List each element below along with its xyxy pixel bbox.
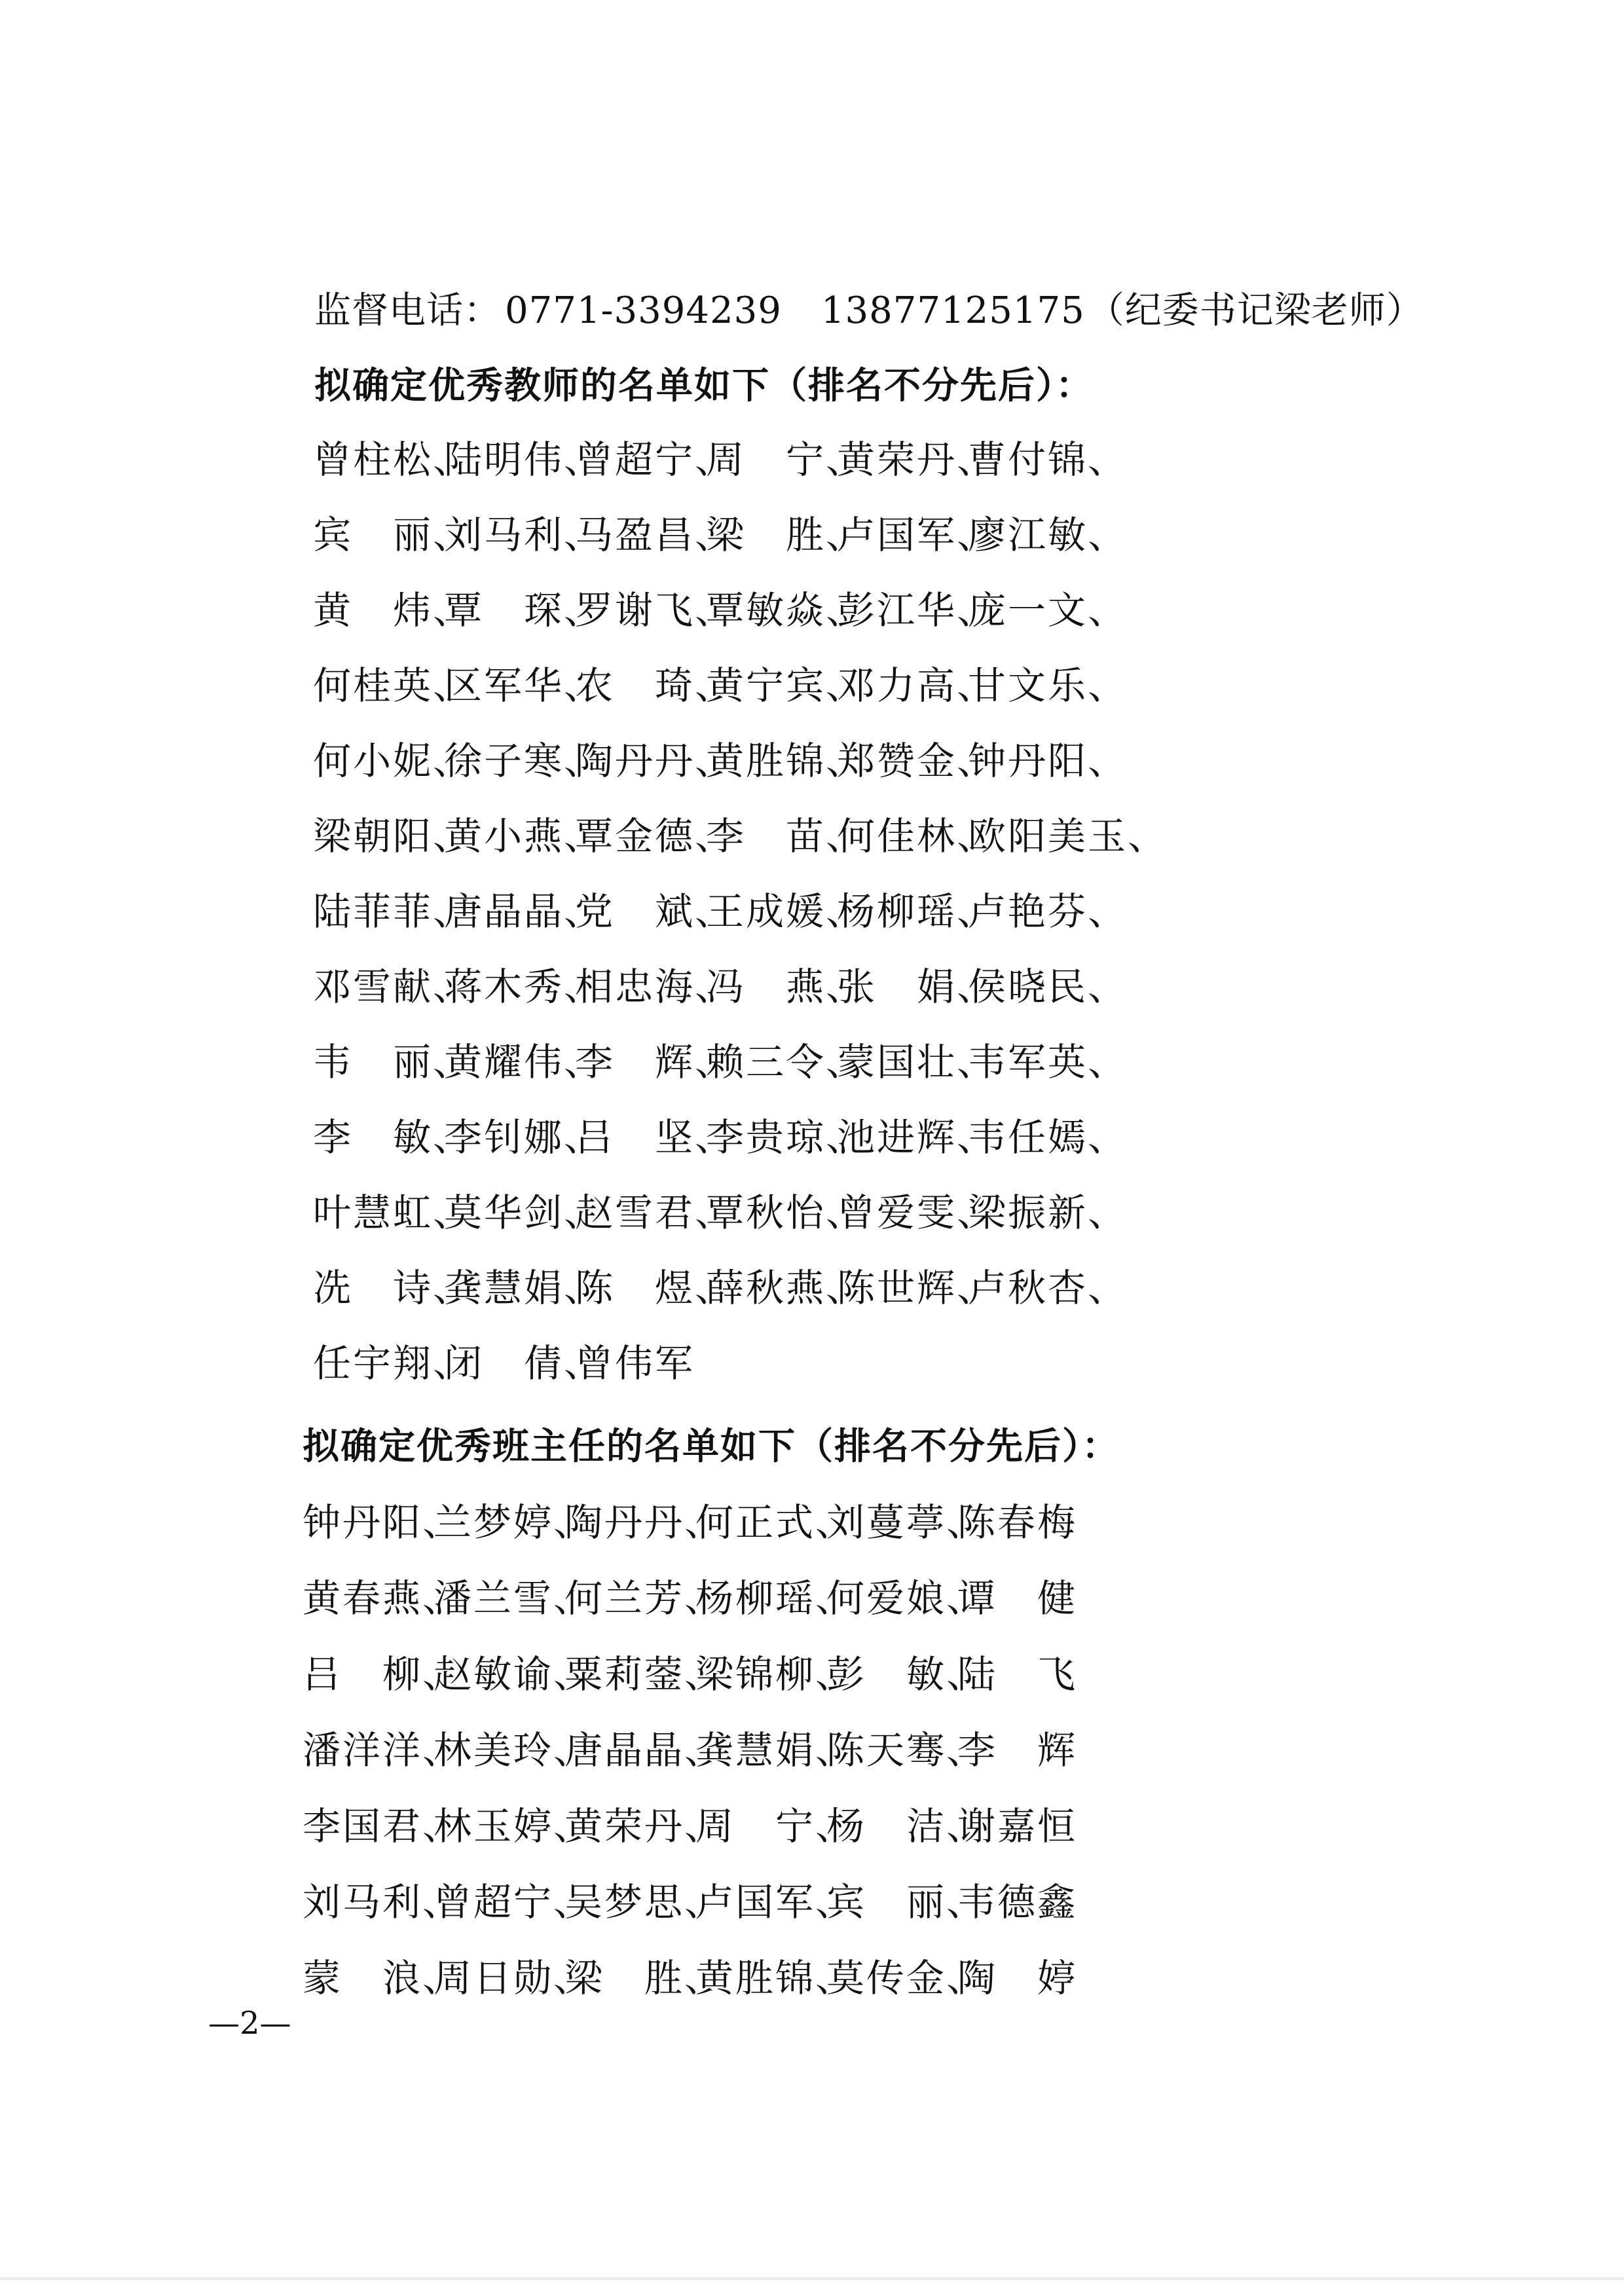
headteacher-name: 陆 飞 xyxy=(957,1652,1078,1697)
headteacher-name: 何兰芳、 xyxy=(564,1576,725,1621)
teacher-name: 梁 胜、 xyxy=(706,513,866,557)
headteacher-name-row xyxy=(303,1648,1088,1724)
teacher-name: 覃金德、 xyxy=(575,814,735,858)
headteacher-name: 刘蔓葶、 xyxy=(826,1500,987,1545)
teacher-name: 农 琦、 xyxy=(575,663,735,708)
headteacher-name: 赵敏谕、 xyxy=(434,1652,594,1697)
teacher-name: 梁振新、 xyxy=(968,1190,1128,1235)
teacher-name: 卢艳芬、 xyxy=(968,889,1128,934)
page-number: —2— xyxy=(208,2005,291,2042)
headteacher-name-row xyxy=(303,1496,1088,1572)
teacher-name: 吕 坚、 xyxy=(575,1115,735,1160)
teacher-name: 黄荣丹、 xyxy=(837,437,997,482)
teacher-name: 陈世辉、 xyxy=(837,1266,997,1310)
teacher-name: 陆明伟、 xyxy=(444,437,604,482)
teacher-name: 池进辉、 xyxy=(837,1115,997,1160)
teacher-name: 钟丹阳、 xyxy=(968,739,1128,783)
teacher-name: 曹付锦、 xyxy=(968,437,1128,482)
teacher-name: 韦军英、 xyxy=(968,1040,1128,1084)
teacher-name: 曾柱松、 xyxy=(313,437,473,482)
teacher-name: 彭江华、 xyxy=(837,588,997,633)
headteacher-name: 吴梦思、 xyxy=(564,1880,725,1924)
headteacher-name: 刘马利、 xyxy=(303,1880,463,1924)
headteacher-name: 杨 洁、 xyxy=(826,1804,987,1848)
teacher-name: 甘文乐、 xyxy=(968,663,1128,708)
teacher-name: 李 辉、 xyxy=(575,1040,735,1084)
teacher-name: 宾 丽、 xyxy=(313,513,473,557)
teacher-name: 蒋木秀、 xyxy=(444,964,604,1009)
headteacher-name: 李 辉 xyxy=(957,1728,1078,1772)
teacher-name: 唐晶晶、 xyxy=(444,889,604,934)
teacher-name: 赖三令、 xyxy=(706,1040,866,1084)
headteacher-name: 李国君、 xyxy=(303,1804,463,1848)
teacher-name: 陶丹丹、 xyxy=(575,739,735,783)
teacher-name-row xyxy=(313,1262,1168,1337)
headteacher-name: 陈天骞、 xyxy=(826,1728,987,1772)
teacher-name: 区军华、 xyxy=(444,663,604,708)
teacher-name: 刘马利、 xyxy=(444,513,604,557)
teacher-name: 欧阳美玉、 xyxy=(968,814,1168,858)
teacher-name: 邓雪献、 xyxy=(313,964,473,1009)
teacher-name: 邓力高、 xyxy=(837,663,997,708)
headteacher-name: 谭 健 xyxy=(957,1576,1078,1621)
teacher-name-row xyxy=(313,735,1168,810)
teacher-name: 曾伟军 xyxy=(575,1341,695,1386)
headteacher-name: 粟莉蓥、 xyxy=(564,1652,725,1697)
teacher-name-row xyxy=(313,1111,1168,1186)
headteacher-name: 黄春燕、 xyxy=(303,1576,463,1621)
teacher-name: 庞一文、 xyxy=(968,588,1128,633)
teacher-name: 李 苗、 xyxy=(706,814,866,858)
excellent-teachers-heading: 拟确定优秀教师的名单如下（排名不分先后）： xyxy=(314,365,1094,407)
teacher-name: 韦 丽、 xyxy=(313,1040,473,1084)
headteacher-name: 黄胜锦、 xyxy=(695,1956,856,2000)
headteacher-name: 韦德鑫 xyxy=(957,1880,1078,1924)
supervision-phone-line xyxy=(314,285,1424,337)
headteacher-name: 曾超宁、 xyxy=(434,1880,594,1924)
teacher-name-row xyxy=(313,584,1168,659)
headteacher-name-row xyxy=(303,1876,1088,1952)
teacher-name: 黄耀伟、 xyxy=(444,1040,604,1084)
excellent-teachers-list xyxy=(313,433,1168,1412)
teacher-name: 梁朝阳、 xyxy=(313,814,473,858)
supervision-phone-mobile: 13877125175 xyxy=(821,289,1085,332)
teacher-name: 覃敏焱、 xyxy=(706,588,866,633)
headteacher-name: 兰梦婷、 xyxy=(434,1500,594,1545)
teacher-name: 卢国军、 xyxy=(837,513,997,557)
scan-edge-divider xyxy=(0,2277,1624,2280)
teacher-name-row xyxy=(313,1337,1168,1412)
teacher-name: 马盈昌、 xyxy=(575,513,735,557)
headteacher-name: 龚慧娟、 xyxy=(695,1728,856,1772)
teacher-name: 黄宁宾、 xyxy=(706,663,866,708)
teacher-name: 冯 燕、 xyxy=(706,964,866,1009)
supervision-phone-landline: 0771-3394239 xyxy=(505,289,782,332)
teacher-name: 何桂英、 xyxy=(313,663,473,708)
teacher-name: 薛秋燕、 xyxy=(706,1266,866,1310)
teacher-name: 廖江敏、 xyxy=(968,513,1128,557)
headteacher-name: 陈春梅 xyxy=(957,1500,1078,1545)
teacher-name: 何佳林、 xyxy=(837,814,997,858)
headteacher-name: 宾 丽、 xyxy=(826,1880,987,1924)
headteacher-name: 周 宁、 xyxy=(695,1804,856,1848)
teacher-name: 叶慧虹、 xyxy=(313,1190,473,1235)
teacher-name: 曾超宁、 xyxy=(575,437,735,482)
headteacher-name: 杨柳瑶、 xyxy=(695,1576,856,1621)
teacher-name-row xyxy=(313,1036,1168,1111)
headteacher-name: 谢嘉恒 xyxy=(957,1804,1078,1848)
headteacher-name: 陶 婷 xyxy=(957,1956,1078,2000)
teacher-name: 覃秋怡、 xyxy=(706,1190,866,1235)
headteacher-name: 梁锦柳、 xyxy=(695,1652,856,1697)
teacher-name: 黄小燕、 xyxy=(444,814,604,858)
excellent-headteachers-list xyxy=(303,1496,1088,2028)
headteacher-name: 吕 柳、 xyxy=(303,1652,463,1697)
supervision-label: 监督电话： xyxy=(314,289,501,332)
teacher-name: 相忠海、 xyxy=(575,964,735,1009)
teacher-name: 陈 煜、 xyxy=(575,1266,735,1310)
teacher-name: 任宇翔、 xyxy=(313,1341,473,1386)
excellent-headteachers-heading: 拟确定优秀班主任的名单如下（排名不分先后）： xyxy=(303,1425,1120,1468)
teacher-name: 侯晓民、 xyxy=(968,964,1128,1009)
teacher-name-row xyxy=(313,509,1168,584)
teacher-name: 韦任嫣、 xyxy=(968,1115,1128,1160)
teacher-name: 周 宁、 xyxy=(706,437,866,482)
teacher-name-row xyxy=(313,1186,1168,1262)
teacher-name-row xyxy=(313,961,1168,1036)
teacher-name: 莫华剑、 xyxy=(444,1190,604,1235)
headteacher-name: 何正式、 xyxy=(695,1500,856,1545)
teacher-name: 李贵琼、 xyxy=(706,1115,866,1160)
teacher-name: 冼 诗、 xyxy=(313,1266,473,1310)
teacher-name-row xyxy=(313,810,1168,885)
headteacher-name: 何爱娘、 xyxy=(826,1576,987,1621)
teacher-name: 党 斌、 xyxy=(575,889,735,934)
teacher-name: 杨柳瑶、 xyxy=(837,889,997,934)
headteacher-name-row xyxy=(303,1800,1088,1876)
teacher-name: 闭 倩、 xyxy=(444,1341,604,1386)
teacher-name: 李钊娜、 xyxy=(444,1115,604,1160)
teacher-name: 郑赞金、 xyxy=(837,739,997,783)
teacher-name: 王成媛、 xyxy=(706,889,866,934)
headteacher-name: 黄荣丹、 xyxy=(564,1804,725,1848)
headteacher-name: 潘兰雪、 xyxy=(434,1576,594,1621)
headteacher-name: 钟丹阳、 xyxy=(303,1500,463,1545)
headteacher-name: 林美玲、 xyxy=(434,1728,594,1772)
headteacher-name: 陶丹丹、 xyxy=(564,1500,725,1545)
teacher-name: 赵雪君、 xyxy=(575,1190,735,1235)
headteacher-name: 蒙 浪、 xyxy=(303,1956,463,2000)
headteacher-name: 潘洋洋、 xyxy=(303,1728,463,1772)
teacher-name-row xyxy=(313,885,1168,961)
headteacher-name-row xyxy=(303,1724,1088,1800)
teacher-name-row xyxy=(313,433,1168,509)
teacher-name: 陆菲菲、 xyxy=(313,889,473,934)
headteacher-name-row xyxy=(303,1572,1088,1648)
teacher-name: 罗谢飞、 xyxy=(575,588,735,633)
teacher-name: 张 娟、 xyxy=(837,964,997,1009)
teacher-name: 曾爱雯、 xyxy=(837,1190,997,1235)
teacher-name: 徐子寒、 xyxy=(444,739,604,783)
teacher-name: 覃 琛、 xyxy=(444,588,604,633)
teacher-name: 卢秋杏、 xyxy=(968,1266,1128,1310)
teacher-name: 黄 炜、 xyxy=(313,588,473,633)
teacher-name-row xyxy=(313,659,1168,735)
teacher-name: 龚慧娟、 xyxy=(444,1266,604,1310)
headteacher-name: 梁 胜、 xyxy=(564,1956,725,2000)
headteacher-name: 唐晶晶、 xyxy=(564,1728,725,1772)
supervision-contact-note: （纪委书记梁老师） xyxy=(1087,289,1424,332)
headteacher-name: 卢国军、 xyxy=(695,1880,856,1924)
teacher-name: 何小妮、 xyxy=(313,739,473,783)
headteacher-name-row xyxy=(303,1952,1088,2028)
headteacher-name: 彭 敏、 xyxy=(826,1652,987,1697)
headteacher-name: 莫传金、 xyxy=(826,1956,987,2000)
headteacher-name: 周日勋、 xyxy=(434,1956,594,2000)
teacher-name: 黄胜锦、 xyxy=(706,739,866,783)
teacher-name: 蒙国壮、 xyxy=(837,1040,997,1084)
teacher-name: 李 敏、 xyxy=(313,1115,473,1160)
headteacher-name: 林玉婷、 xyxy=(434,1804,594,1848)
